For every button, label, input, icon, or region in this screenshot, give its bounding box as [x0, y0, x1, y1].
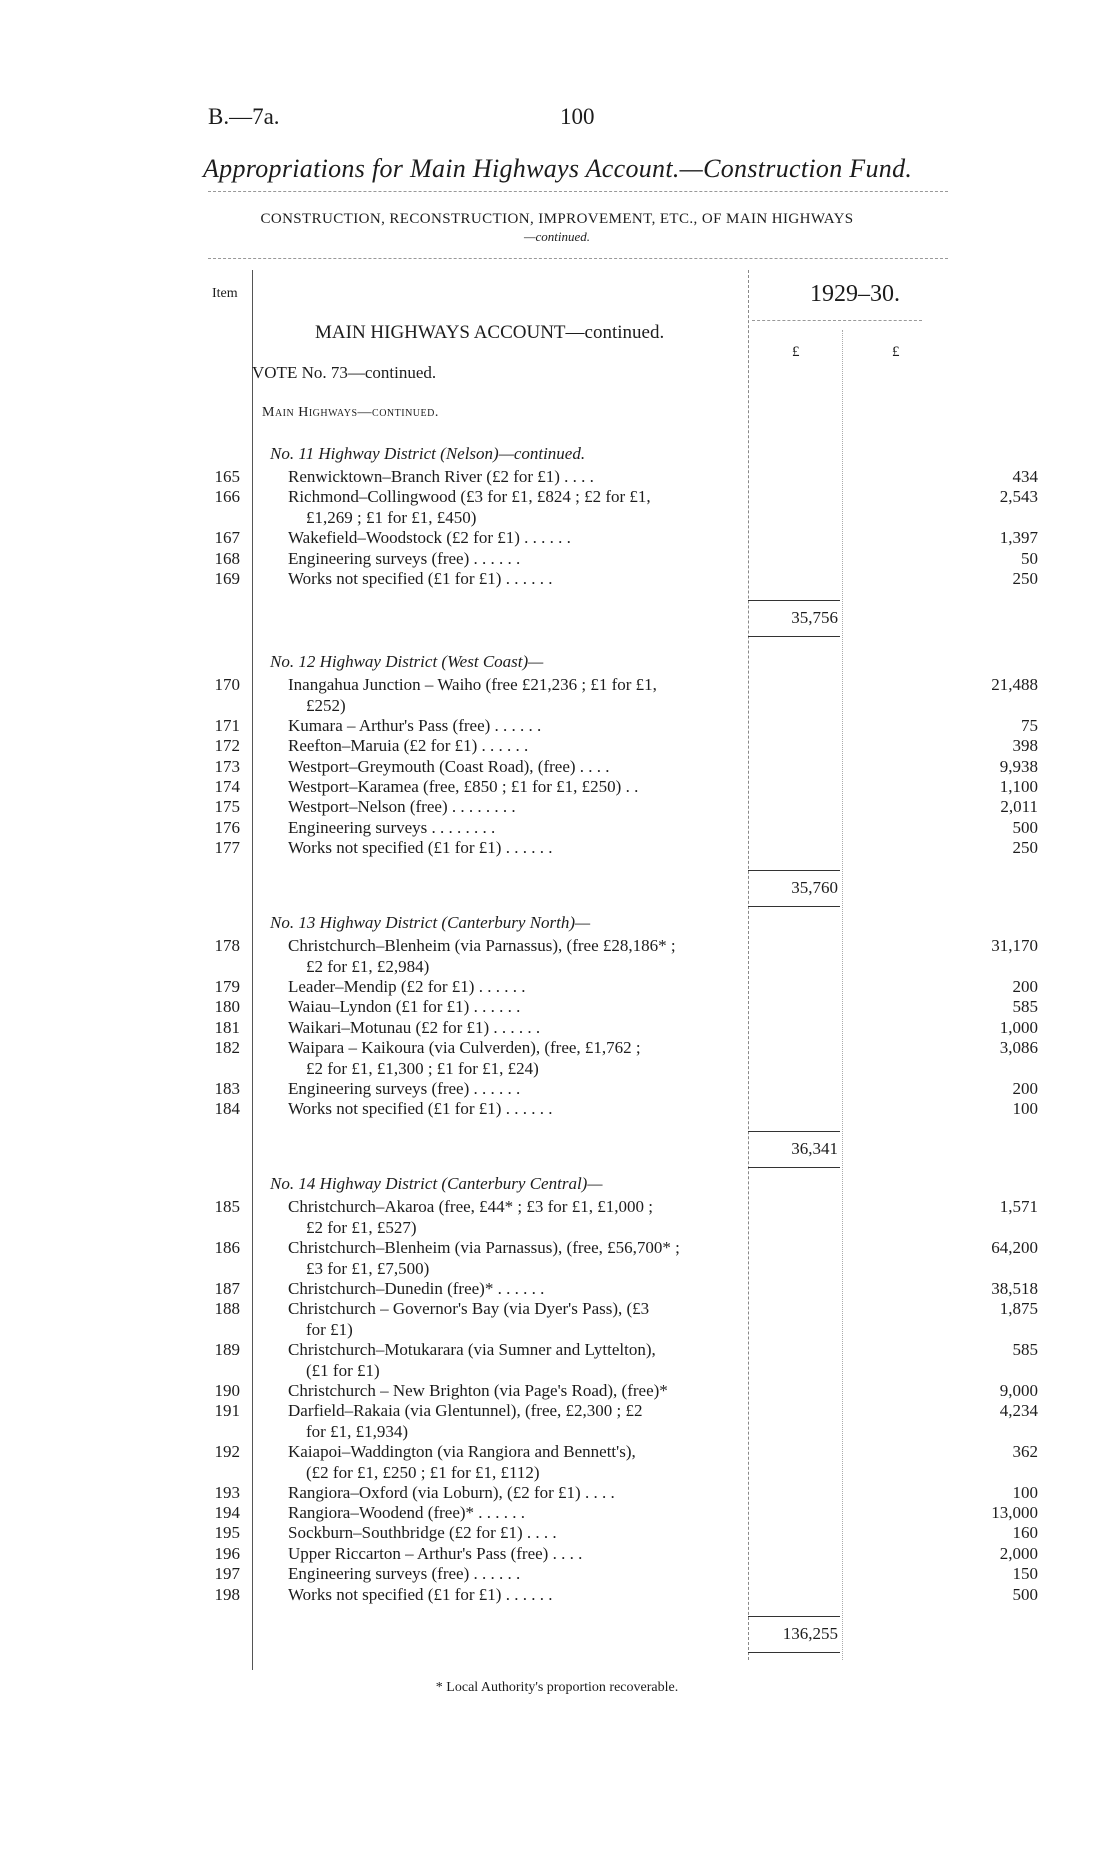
description-line: Kaiapoi–Waddington (via Rangiora and Bennett's),: [288, 1441, 636, 1461]
item-amount: 1,571: [999, 1197, 1038, 1216]
description-line: £252): [306, 696, 346, 715]
item-description: [288, 1017, 938, 1038]
item-amount: 9,000: [999, 1380, 1038, 1400]
item-description: [288, 1522, 938, 1543]
main-highways-heading: Main Highways—continued.: [262, 405, 439, 420]
table-row: [200, 1482, 1060, 1504]
table-row: [200, 1502, 1060, 1524]
item-number: 185: [214, 1197, 240, 1216]
description-line: Leader–Mendip (£2 for £1) . . . . . .: [288, 976, 526, 996]
item-amount: 250: [1012, 838, 1038, 858]
table-row: [200, 715, 1060, 737]
item-number: 182: [214, 1038, 240, 1057]
subtotal-rule: [748, 600, 840, 601]
footnote: * Local Authority's proportion recoverable.: [435, 1680, 679, 1695]
subtotal-rule: [748, 1652, 840, 1653]
item-number: 180: [214, 997, 240, 1017]
item-number: 198: [214, 1584, 240, 1604]
item-description: [288, 1584, 938, 1605]
description-line: Waikari–Motunau (£2 for £1) . . . . . .: [288, 1017, 541, 1037]
item-amount: 100: [1012, 1482, 1038, 1502]
item-amount: 9,938: [999, 756, 1038, 776]
section-title: CONSTRUCTION, RECONSTRUCTION, IMPROVEMENT, ETC., OF MAIN HIGHWAYS: [260, 211, 854, 227]
description-line: Engineering surveys (free) . . . . . .: [288, 548, 521, 568]
district-total: 35,760: [791, 877, 838, 897]
description-line: £2 for £1, £2,984): [306, 957, 430, 976]
description-line: Engineering surveys (free) . . . . . .: [288, 1564, 521, 1584]
table-row: [200, 837, 1060, 859]
item-number: 190: [214, 1380, 240, 1400]
description-line: Works not specified (£1 for £1) . . . . . .: [288, 1584, 553, 1604]
item-description: [288, 715, 938, 736]
year-underline: [752, 320, 922, 321]
item-number: 188: [214, 1299, 240, 1318]
description-line: Westport–Nelson (free) . . . . . . . .: [288, 797, 516, 817]
description-line: Engineering surveys . . . . . . . .: [288, 817, 496, 837]
table-row: [200, 817, 1060, 839]
item-amount: 200: [1012, 1078, 1038, 1098]
table-row: [200, 527, 1060, 549]
description-line: Reefton–Maruia (£2 for £1) . . . . . .: [288, 736, 529, 756]
table-row: [200, 466, 1060, 488]
table-row: [200, 674, 1060, 715]
item-description: [288, 776, 938, 797]
page-title: Appropriations for Main Highways Account.—Construction Fund.: [203, 154, 913, 183]
table-row: [200, 1543, 1060, 1565]
description-line: Christchurch – New Brighton (via Page's Road), (free)*: [288, 1380, 668, 1400]
document-reference: B.—7a.: [208, 104, 280, 129]
item-description: [288, 466, 938, 487]
table-row: [200, 1339, 1060, 1380]
item-amount: 2,543: [999, 487, 1038, 507]
item-amount: 2,011: [1000, 797, 1038, 817]
item-description: [288, 1278, 938, 1299]
item-number: 187: [214, 1278, 240, 1298]
item-description: [288, 1298, 938, 1340]
item-amount: 50: [1021, 548, 1038, 568]
item-amount: 500: [1012, 1584, 1038, 1604]
item-number: 191: [214, 1401, 240, 1420]
description-line: Christchurch–Akaroa (free, £44* ; £3 for £1, £1,000 ;: [288, 1197, 653, 1216]
section-continued: —continued.: [523, 229, 591, 244]
item-number: 166: [214, 487, 240, 507]
description-line: £2 for £1, £527): [306, 1218, 417, 1237]
table-row: [200, 935, 1060, 976]
item-amount: 64,200: [991, 1237, 1038, 1257]
description-line: Works not specified (£1 for £1) . . . . . .: [288, 569, 553, 588]
district-heading: No. 13 Highway District (Canterbury North)—: [270, 913, 591, 932]
description-line: Works not specified (£1 for £1) . . . . . .: [288, 838, 553, 858]
account-title: MAIN HIGHWAYS ACCOUNT—continued.: [315, 322, 665, 343]
table-row: [200, 1098, 1060, 1120]
table-row: [200, 1037, 1060, 1078]
item-amount: 160: [1012, 1523, 1038, 1543]
item-description: [288, 796, 938, 817]
district-total: 35,756: [791, 608, 838, 628]
item-number: 194: [214, 1503, 240, 1522]
item-amount: 4,234: [999, 1401, 1038, 1420]
item-amount: 38,518: [991, 1278, 1038, 1298]
item-number: 184: [214, 1099, 240, 1119]
description-line: £3 for £1, £7,500): [306, 1258, 430, 1278]
item-amount: 150: [1012, 1564, 1038, 1584]
item-number: 169: [214, 569, 240, 588]
table-row: [200, 796, 1060, 818]
description-line: Christchurch–Dunedin (free)* . . . . . .: [288, 1278, 545, 1298]
item-description: [288, 1339, 938, 1381]
table-row: [200, 756, 1060, 778]
table-row: [200, 776, 1060, 798]
item-description: [288, 1543, 938, 1564]
table-row: [200, 568, 1060, 590]
item-number: 178: [214, 936, 240, 955]
description-line: Rangiora–Oxford (via Loburn), (£2 for £1) . . . .: [288, 1482, 615, 1502]
table-row: [200, 1278, 1060, 1300]
description-line: Westport–Karamea (free, £850 ; £1 for £1, £250) . .: [288, 777, 639, 796]
item-description: [288, 996, 938, 1017]
item-amount: 21,488: [991, 675, 1038, 694]
title-rule: [208, 191, 948, 192]
item-description: [288, 735, 938, 756]
description-line: for £1, £1,934): [306, 1422, 408, 1441]
item-amount: 585: [1012, 997, 1038, 1017]
table-row: [200, 548, 1060, 570]
description-line: £1,269 ; £1 for £1, £450): [306, 508, 477, 528]
subtotal-rule: [748, 1616, 840, 1617]
table-row: [200, 735, 1060, 757]
description-line: Renwicktown–Branch River (£2 for £1) . . . .: [288, 467, 594, 486]
item-amount: 1,000: [999, 1017, 1038, 1037]
item-number: 181: [214, 1017, 240, 1037]
subtotal-rule: [748, 1131, 840, 1132]
description-line: Engineering surveys (free) . . . . . .: [288, 1078, 521, 1098]
item-description: [288, 1502, 938, 1523]
description-line: Inangahua Junction – Waiho (free £21,236 ; £1 for £1,: [288, 675, 657, 694]
section-rule: [208, 258, 948, 259]
item-number: 195: [214, 1523, 240, 1543]
table-row: [200, 996, 1060, 1018]
item-description: [288, 1098, 938, 1119]
table-row: [200, 1196, 1060, 1237]
item-number: 167: [214, 528, 240, 548]
item-number: 177: [214, 838, 240, 858]
item-description: [288, 674, 938, 716]
description-line: for £1): [306, 1320, 353, 1339]
item-number: 174: [214, 777, 240, 796]
item-number: 171: [214, 715, 240, 735]
table-row: [200, 486, 1060, 528]
item-amount: 398: [1012, 736, 1038, 756]
table-row: [200, 1078, 1060, 1100]
description-line: £2 for £1, £1,300 ; £1 for £1, £24): [306, 1059, 539, 1078]
subtotal-rule: [748, 906, 840, 907]
item-amount: 13,000: [991, 1503, 1038, 1522]
item-amount: 31,170: [991, 936, 1038, 955]
description-line: Works not specified (£1 for £1) . . . . . .: [288, 1099, 553, 1119]
item-number: 183: [214, 1078, 240, 1098]
description-line: Kumara – Arthur's Pass (free) . . . . . .: [288, 715, 542, 735]
item-description: [288, 1237, 938, 1279]
description-line: Christchurch–Motukarara (via Sumner and Lyttelton),: [288, 1339, 656, 1359]
item-number: 179: [214, 976, 240, 996]
description-line: Christchurch–Blenheim (via Parnassus), (free £28,186* ;: [288, 936, 676, 955]
item-amount: 585: [1012, 1339, 1038, 1359]
item-number: 175: [214, 797, 240, 817]
item-description: [288, 1380, 938, 1401]
item-number: 197: [214, 1564, 240, 1584]
item-description: [288, 548, 938, 569]
item-amount: 75: [1021, 715, 1038, 735]
item-description: [288, 1037, 938, 1079]
district-heading: No. 12 Highway District (West Coast)—: [270, 652, 544, 671]
item-amount: 362: [1012, 1441, 1038, 1461]
item-number: 176: [214, 817, 240, 837]
description-line: Christchurch – Governor's Bay (via Dyer's Pass), (£3: [288, 1299, 650, 1318]
description-line: (£1 for £1): [306, 1360, 380, 1380]
description-line: Westport–Greymouth (Coast Road), (free) . . . .: [288, 756, 610, 776]
item-description: [288, 1441, 938, 1483]
table-row: [200, 1298, 1060, 1339]
item-description: [288, 817, 938, 838]
item-amount: 250: [1012, 569, 1038, 588]
description-line: Wakefield–Woodstock (£2 for £1) . . . . . .: [288, 528, 571, 548]
item-description: [288, 1196, 938, 1238]
item-number: 186: [214, 1237, 240, 1257]
item-amount: 1,875: [999, 1299, 1038, 1318]
table-row: [200, 1380, 1060, 1402]
district-heading: No. 14 Highway District (Canterbury Central)—: [270, 1174, 603, 1193]
item-amount: 434: [1012, 467, 1038, 486]
pound-unit-col2: £: [892, 344, 900, 360]
item-number: 189: [214, 1339, 240, 1359]
vote-line: VOTE No. 73—continued.: [252, 363, 437, 382]
item-description: [288, 976, 938, 997]
description-line: Waiau–Lyndon (£1 for £1) . . . . . .: [288, 997, 521, 1017]
item-description: [288, 568, 938, 589]
subtotal-rule: [748, 870, 840, 871]
table-row: [200, 1400, 1060, 1441]
item-description: [288, 837, 938, 858]
item-number: 168: [214, 548, 240, 568]
page-number: 100: [560, 104, 595, 129]
table-row: [200, 976, 1060, 998]
item-number: 172: [214, 736, 240, 756]
item-description: [288, 935, 938, 977]
item-description: [288, 1400, 938, 1442]
item-amount: 1,397: [999, 528, 1038, 548]
item-number: 173: [214, 756, 240, 776]
item-amount: 3,086: [999, 1038, 1038, 1057]
table-row: [200, 1017, 1060, 1039]
item-description: [288, 527, 938, 548]
item-description: [288, 756, 938, 777]
table-row: [200, 1237, 1060, 1278]
pound-unit-col1: £: [792, 344, 800, 360]
item-amount: 200: [1012, 976, 1038, 996]
item-number: 196: [214, 1543, 240, 1563]
description-line: Waipara – Kaikoura (via Culverden), (free, £1,762 ;: [288, 1038, 641, 1057]
district-total: 36,341: [791, 1138, 838, 1158]
subtotal-rule: [748, 1167, 840, 1168]
district-total: 136,255: [782, 1624, 838, 1643]
item-column-header: Item: [212, 286, 238, 301]
description-line: Sockburn–Southbridge (£2 for £1) . . . .: [288, 1523, 557, 1543]
item-description: [288, 486, 938, 528]
item-description: [288, 1078, 938, 1099]
year-column-header: 1929–30.: [810, 281, 900, 307]
item-description: [288, 1482, 938, 1503]
item-amount: 2,000: [999, 1543, 1038, 1563]
table-row: [200, 1584, 1060, 1606]
description-line: Upper Riccarton – Arthur's Pass (free) . . . .: [288, 1543, 583, 1563]
item-number: 165: [214, 467, 240, 486]
description-line: (£2 for £1, £250 ; £1 for £1, £112): [306, 1462, 540, 1482]
item-number: 193: [214, 1482, 240, 1502]
item-number: 170: [214, 675, 240, 694]
subtotal-rule: [748, 636, 840, 637]
description-line: Christchurch–Blenheim (via Parnassus), (free, £56,700* ;: [288, 1237, 680, 1257]
description-line: Richmond–Collingwood (£3 for £1, £824 ; £2 for £1,: [288, 487, 651, 507]
table-row: [200, 1563, 1060, 1585]
item-amount: 100: [1012, 1099, 1038, 1119]
item-amount: 1,100: [999, 777, 1038, 796]
district-heading: No. 11 Highway District (Nelson)—continued.: [270, 444, 586, 463]
description-line: Darfield–Rakaia (via Glentunnel), (free, £2,300 ; £2: [288, 1401, 643, 1420]
item-number: 192: [214, 1441, 240, 1461]
table-row: [200, 1441, 1060, 1482]
description-line: Rangiora–Woodend (free)* . . . . . .: [288, 1503, 526, 1522]
item-amount: 500: [1012, 817, 1038, 837]
table-row: [200, 1522, 1060, 1544]
item-description: [288, 1563, 938, 1584]
